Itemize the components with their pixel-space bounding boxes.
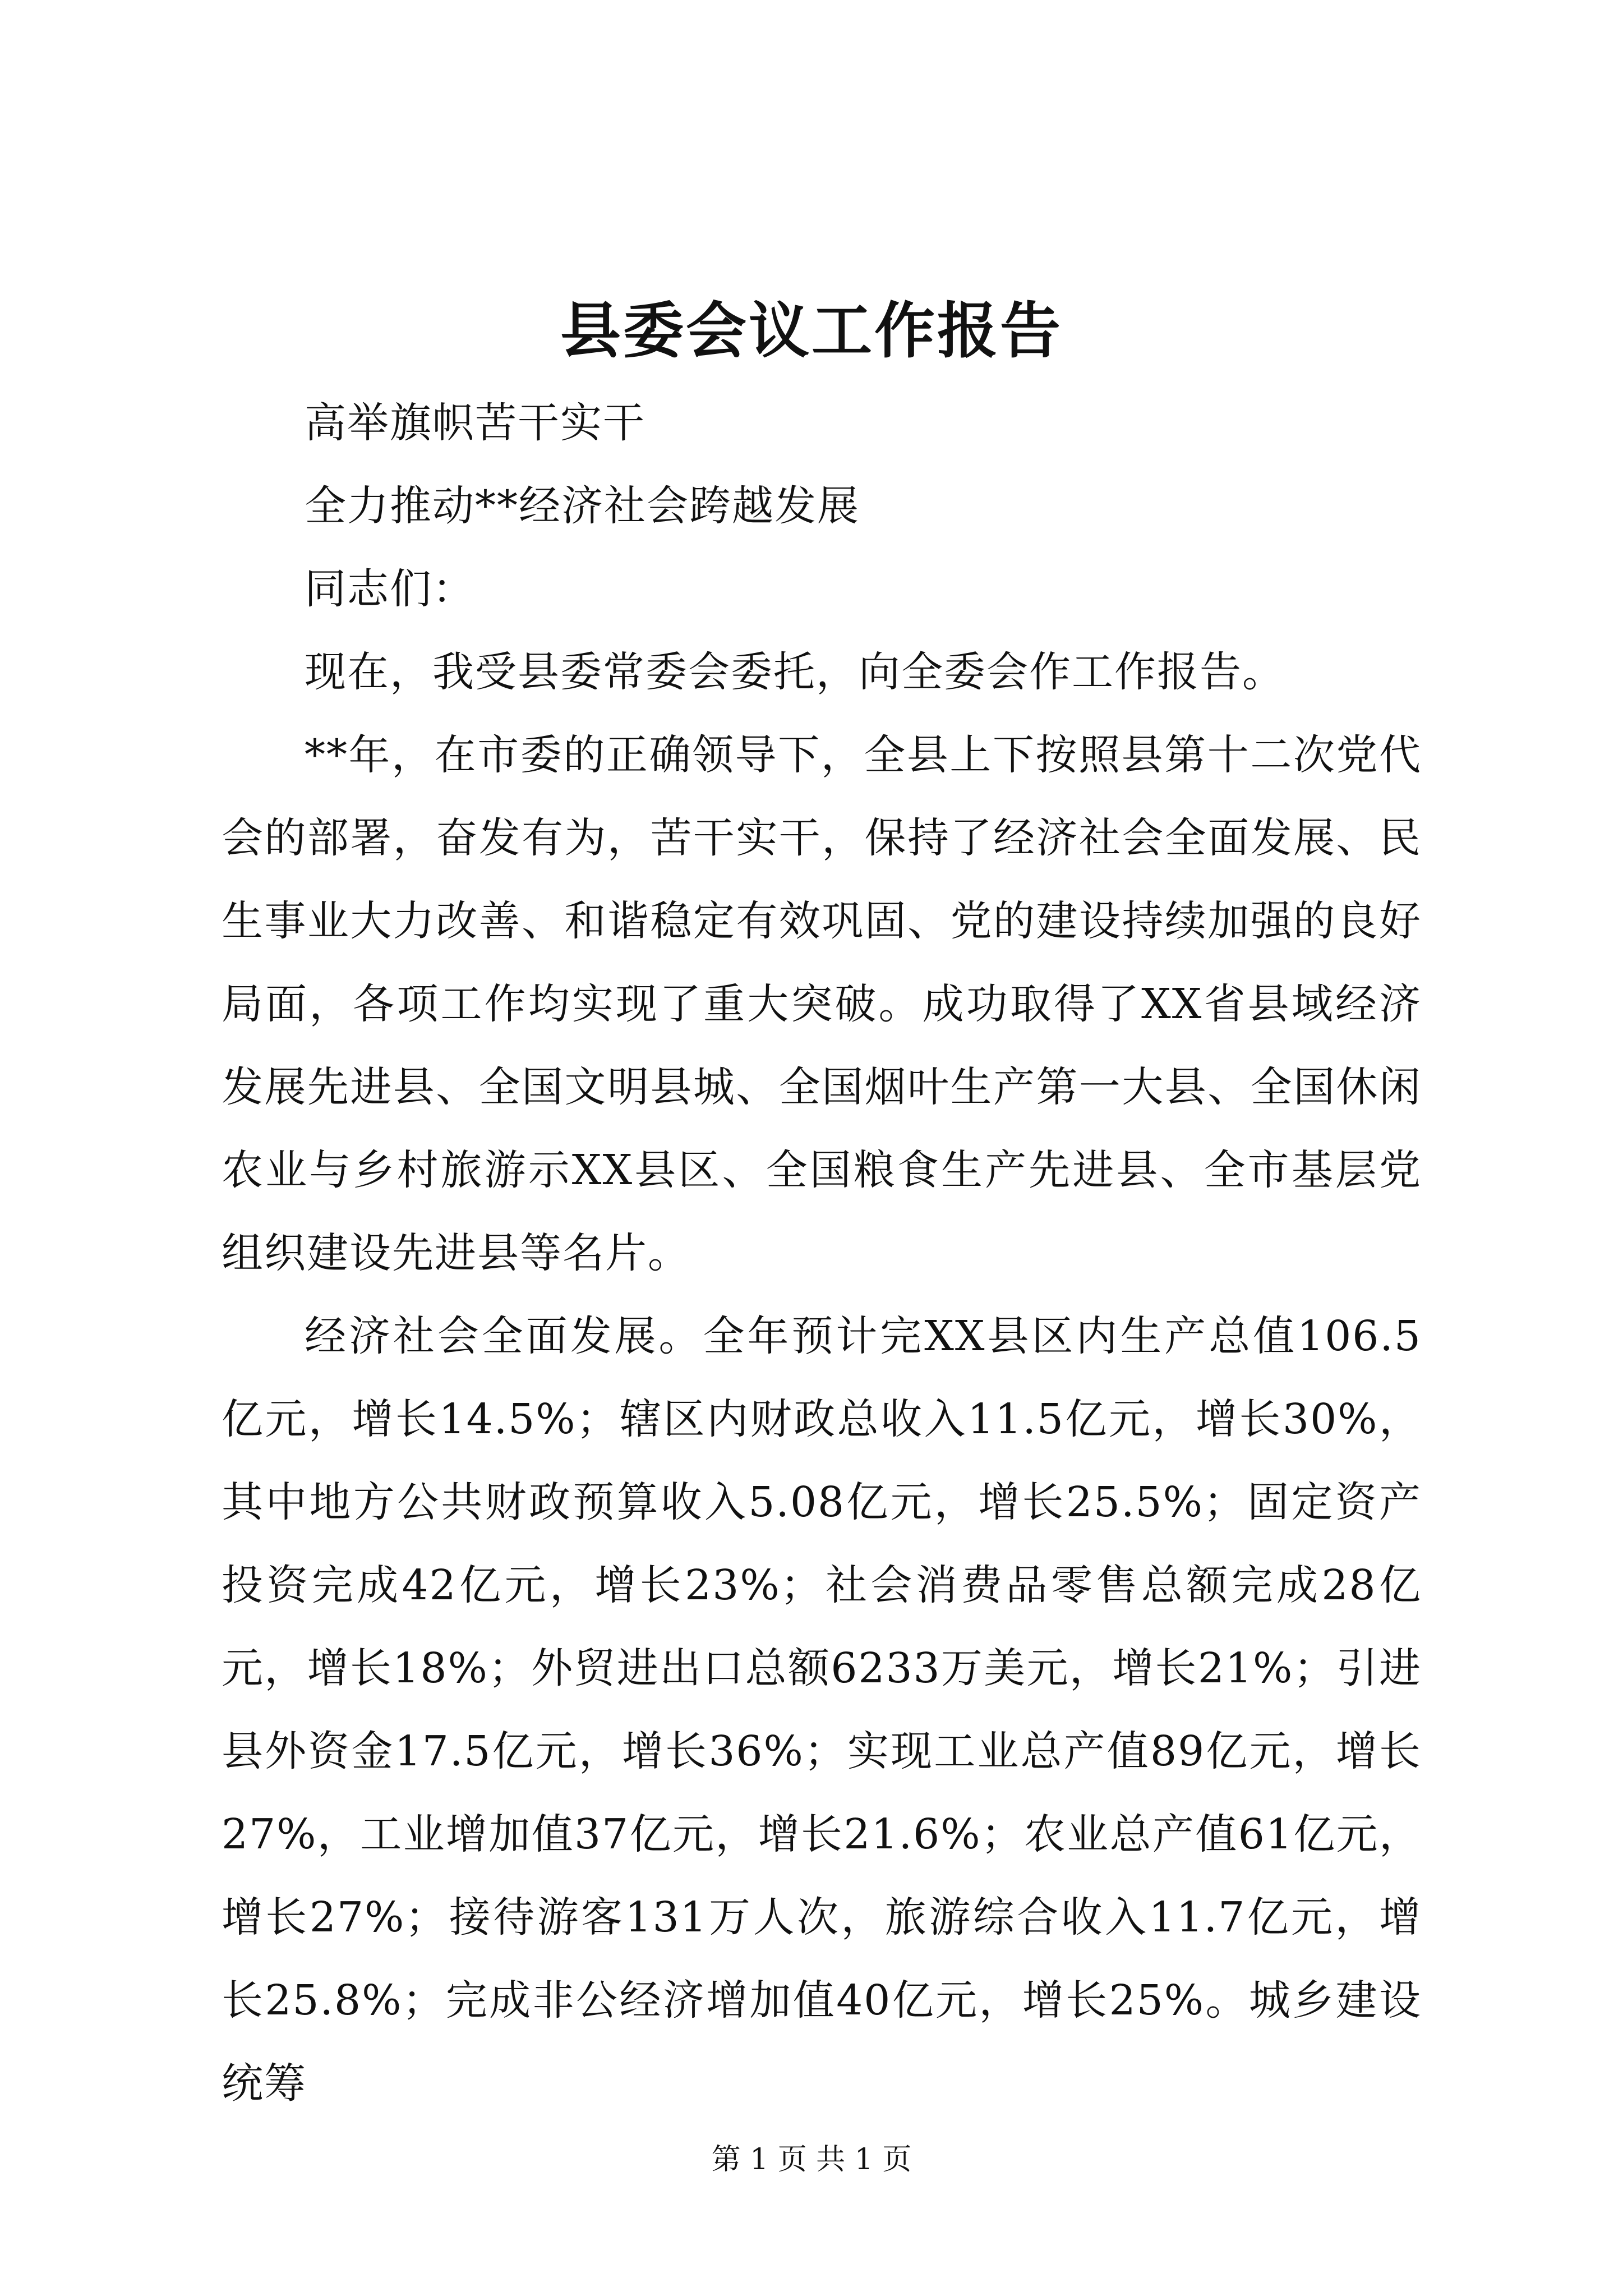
subtitle-line-1: 高举旗帜苦干实干 bbox=[305, 399, 645, 447]
document-title: 县委会议工作报告 bbox=[560, 296, 1063, 366]
paragraph-intro: 现在，我受县委常委会委托，向全委会作工作报告。 bbox=[305, 648, 1285, 696]
subtitle-line-2: 全力推动**经济社会跨越发展 bbox=[305, 482, 860, 530]
page-number-footer: 第 1 页 共 1 页 bbox=[711, 2143, 912, 2177]
paragraph-economy: 经济社会全面发展。全年预计完XX县区内生产总值106.5亿元，增长14.5%；辖区内财政总收入11.5亿元，增长30%，其中地方公共财政预算收入5.08亿元，增长25.5%；固定资产投资完成42亿元，增长23%；社会消费品零售总额完成28亿元，增长18%；外贸进出口总额6233万美元，增长21%；引进县外资金17.5亿元，增长36%；实现工业总产值89亿元，增长27%，工业增加值37亿元，增长21.6%；农业总产值61亿元，增长27%；接待游客131万人次，旅游综合收入11.7亿元，增长25.8%；完成非公经济增加值40亿元，增长25%。城乡建设统筹 bbox=[222, 1312, 1422, 2108]
paragraph-achievements: **年，在市委的正确领导下，全县上下按照县第十二次党代会的部署，奋发有为，苦干实干，保持了经济社会全面发展、民生事业大力改善、和谐稳定有效巩固、党的建设持续加强的良好局面，各项工作均实现了重大突破。成功取得了XX省县域经济发展先进县、全国文明县城、全国烟叶生产第一大县、全国休闲农业与乡村旅游示XX县区、全国粮食生产先进县、全市基层党组织建设先进县等名片。 bbox=[222, 731, 1422, 1277]
document-body bbox=[222, 381, 1422, 2125]
salutation: 同志们： bbox=[305, 565, 475, 613]
